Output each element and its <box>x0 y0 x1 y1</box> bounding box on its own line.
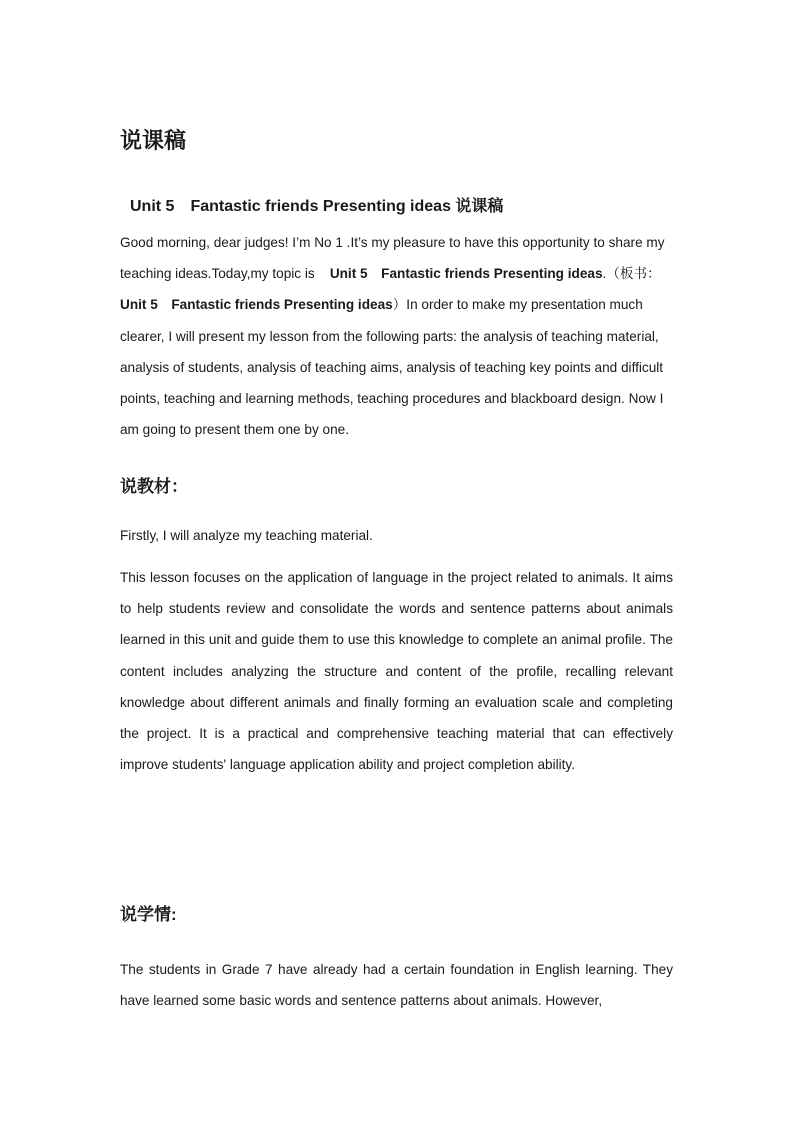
intro-text-1: Good morning, dear judges! I’m No 1 .It’s my pleasure to have this opportunity to share my teaching ideas.Today,my topic is <box>120 235 665 282</box>
intro-blackboard-bold: Unit 5 Fantastic friends Presenting ideas <box>120 297 393 313</box>
lesson-subtitle: Unit 5 Fantastic friends Presenting ideas 说课稿 <box>130 198 504 215</box>
section-heading-students: 说学情: <box>120 905 177 924</box>
intro-text-2: .（板书： <box>602 266 661 282</box>
material-paragraph-1: Firstly, I will analyze my teaching material. <box>120 528 373 543</box>
section-heading-material: 说教材： <box>120 477 188 496</box>
intro-topic-bold: Unit 5 Fantastic friends Presenting ideas <box>329 266 603 282</box>
intro-paragraph <box>120 227 673 445</box>
material-paragraph-2: This lesson focuses on the application of language in the project related to animals. It aims to help students review and consolidate the words and sentence patterns about animals learned in this unit and guide them to use this knowledge to complete an animal profile. The content includes analyzing the structure and content of the profile, recalling relevant knowledge about different animals and finally forming an evaluation scale and completing the project. It is a practical and comprehensive teaching material that can effectively improve students' language application ability and project completion ability. <box>120 570 673 773</box>
students-paragraph-1: The students in Grade 7 have already had a certain foundation in English learning. They have learned some basic words and sentence patterns about animals. However, <box>120 962 673 1009</box>
document-title: 说课稿 <box>120 128 187 153</box>
intro-text-3: ）In order to make my presentation much clearer, I will present my lesson from the following parts: the analysis of teaching material, analysis of students, analysis of teaching aims, analysis of teaching key points and difficult points, teaching and learning methods, teaching procedures and blackboard design. Now I am going to present them one by one. <box>120 297 664 438</box>
